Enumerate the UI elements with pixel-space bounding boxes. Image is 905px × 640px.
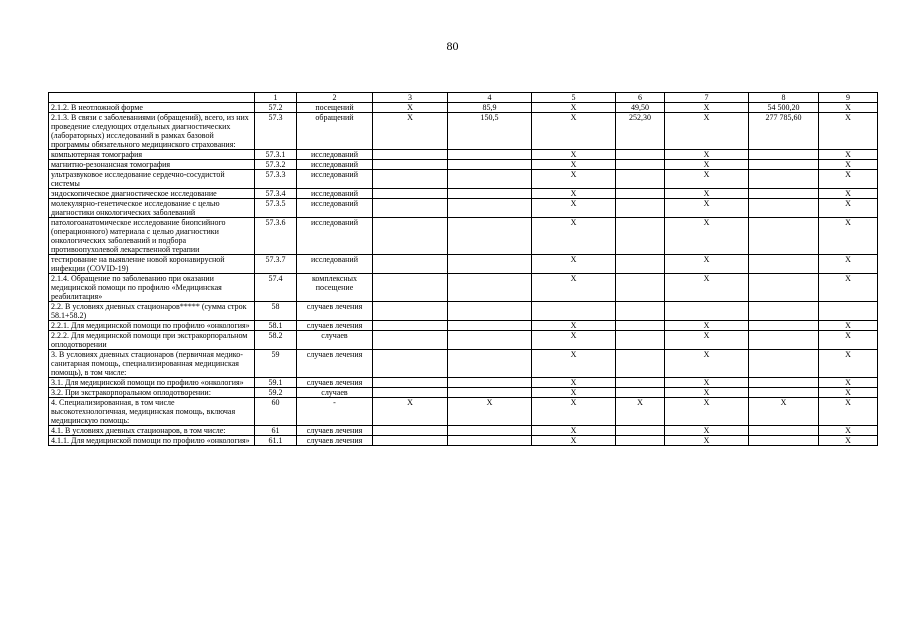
row-value-cell: [749, 170, 819, 189]
row-value-cell: [616, 378, 665, 388]
row-value-cell: X: [665, 199, 749, 218]
row-name-cell: эндоскопическое диагностическое исследование: [49, 189, 255, 199]
column-number: 1: [255, 93, 297, 103]
row-value-cell: 85,9: [448, 103, 532, 113]
row-value-cell: X: [532, 113, 616, 150]
row-value-cell: [448, 321, 532, 331]
table-row: [49, 170, 878, 189]
row-value-cell: [749, 378, 819, 388]
row-code-cell: 58.1: [255, 321, 297, 331]
row-code-cell: 57.3.2: [255, 160, 297, 170]
row-value-cell: X: [665, 255, 749, 274]
row-value-cell: [616, 170, 665, 189]
row-value-cell: X: [532, 388, 616, 398]
table-row: [49, 218, 878, 255]
row-value-cell: X: [665, 378, 749, 388]
row-value-cell: [448, 331, 532, 350]
row-code-cell: 58.2: [255, 331, 297, 350]
table-row: [49, 350, 878, 378]
row-value-cell: [616, 199, 665, 218]
row-unit-cell: исследований: [297, 160, 373, 170]
row-value-cell: [373, 321, 448, 331]
row-value-cell: [616, 218, 665, 255]
row-code-cell: 59.1: [255, 378, 297, 388]
row-value-cell: X: [373, 113, 448, 150]
table-row: [49, 436, 878, 446]
row-name-cell: 4. Специализированная, в том числе высокотехнологичная, медицинская помощь, включая медицинскую помощь:: [49, 398, 255, 426]
row-code-cell: 57.4: [255, 274, 297, 302]
page-number: 80: [446, 39, 459, 53]
table-row: [49, 398, 878, 426]
row-unit-cell: исследований: [297, 218, 373, 255]
row-value-cell: [373, 274, 448, 302]
row-code-cell: 59.2: [255, 388, 297, 398]
row-value-cell: X: [665, 388, 749, 398]
column-number: 9: [819, 93, 878, 103]
row-value-cell: X: [819, 436, 878, 446]
row-value-cell: X: [616, 398, 665, 426]
row-unit-cell: исследований: [297, 189, 373, 199]
row-value-cell: [448, 274, 532, 302]
row-unit-cell: случаев лечения: [297, 321, 373, 331]
row-value-cell: X: [532, 350, 616, 378]
row-value-cell: [749, 160, 819, 170]
row-code-cell: 57.3.3: [255, 170, 297, 189]
row-value-cell: X: [819, 170, 878, 189]
row-name-cell: 3.1. Для медицинской помощи по профилю «онкология»: [49, 378, 255, 388]
column-number-row: [49, 93, 878, 103]
row-value-cell: [373, 378, 448, 388]
row-name-cell: патологоанатомическое исследование биопсийного (операционного) материала с целью диагностики онкологических заболеваний и подбора противоопухолевой лекарственной терапии: [49, 218, 255, 255]
row-value-cell: X: [665, 113, 749, 150]
row-value-cell: X: [665, 398, 749, 426]
row-name-cell: магнитно-резонансная томография: [49, 160, 255, 170]
row-value-cell: [616, 436, 665, 446]
row-value-cell: X: [819, 321, 878, 331]
row-value-cell: X: [532, 321, 616, 331]
row-unit-cell: случаев лечения: [297, 378, 373, 388]
row-value-cell: 277 785,60: [749, 113, 819, 150]
row-unit-cell: случаев лечения: [297, 350, 373, 378]
row-value-cell: [749, 255, 819, 274]
column-number: 3: [373, 93, 448, 103]
row-value-cell: [616, 350, 665, 378]
row-value-cell: X: [819, 218, 878, 255]
row-unit-cell: случаев лечения: [297, 436, 373, 446]
row-value-cell: [373, 150, 448, 160]
row-value-cell: [448, 160, 532, 170]
row-value-cell: X: [819, 103, 878, 113]
row-unit-cell: исследований: [297, 150, 373, 160]
row-value-cell: X: [819, 331, 878, 350]
table-body: [49, 93, 878, 446]
column-number: 7: [665, 93, 749, 103]
row-unit-cell: случаев: [297, 388, 373, 398]
row-unit-cell: исследований: [297, 199, 373, 218]
row-code-cell: 57.3.1: [255, 150, 297, 160]
row-value-cell: [616, 150, 665, 160]
row-name-cell: молекулярно-генетическое исследование с целью диагностики онкологических заболеваний: [49, 199, 255, 218]
row-value-cell: X: [373, 398, 448, 426]
table-row: [49, 199, 878, 218]
row-value-cell: X: [819, 274, 878, 302]
column-number: 4: [448, 93, 532, 103]
row-value-cell: X: [532, 331, 616, 350]
row-value-cell: [373, 350, 448, 378]
row-value-cell: [749, 436, 819, 446]
row-name-cell: тестирование на выявление новой коронавирусной инфекции (COVID-19): [49, 255, 255, 274]
table-row: [49, 426, 878, 436]
row-name-cell: 4.1. В условиях дневных стационаров, в том числе:: [49, 426, 255, 436]
row-value-cell: X: [819, 150, 878, 160]
table-row: [49, 160, 878, 170]
row-unit-cell: случаев: [297, 331, 373, 350]
row-value-cell: X: [532, 170, 616, 189]
row-value-cell: [373, 426, 448, 436]
row-value-cell: X: [819, 160, 878, 170]
row-value-cell: [532, 302, 616, 321]
row-value-cell: [749, 150, 819, 160]
row-value-cell: [448, 436, 532, 446]
row-value-cell: X: [532, 199, 616, 218]
row-unit-cell: исследований: [297, 255, 373, 274]
row-value-cell: X: [819, 398, 878, 426]
row-value-cell: [749, 218, 819, 255]
row-value-cell: X: [532, 426, 616, 436]
row-value-cell: [448, 426, 532, 436]
row-value-cell: X: [532, 274, 616, 302]
row-value-cell: X: [665, 426, 749, 436]
column-number: 5: [532, 93, 616, 103]
row-value-cell: [665, 302, 749, 321]
row-value-cell: [749, 199, 819, 218]
row-value-cell: X: [819, 255, 878, 274]
table-row: [49, 103, 878, 113]
row-code-cell: 57.2: [255, 103, 297, 113]
row-value-cell: X: [532, 398, 616, 426]
row-value-cell: X: [819, 189, 878, 199]
row-value-cell: [749, 321, 819, 331]
row-value-cell: [749, 331, 819, 350]
column-number: 6: [616, 93, 665, 103]
row-value-cell: X: [665, 160, 749, 170]
row-unit-cell: обращений: [297, 113, 373, 150]
row-value-cell: X: [665, 321, 749, 331]
row-value-cell: X: [532, 103, 616, 113]
row-value-cell: X: [819, 426, 878, 436]
row-value-cell: X: [665, 170, 749, 189]
row-code-cell: 58: [255, 302, 297, 321]
row-code-cell: 59: [255, 350, 297, 378]
row-value-cell: [448, 218, 532, 255]
row-value-cell: X: [819, 350, 878, 378]
column-number: 2: [297, 93, 373, 103]
row-value-cell: X: [665, 331, 749, 350]
row-name-cell: компьютерная томография: [49, 150, 255, 160]
row-name-cell: 2.1.2. В неотложной форме: [49, 103, 255, 113]
row-value-cell: [373, 160, 448, 170]
row-value-cell: X: [373, 103, 448, 113]
row-value-cell: X: [532, 150, 616, 160]
row-value-cell: [616, 274, 665, 302]
row-value-cell: [616, 331, 665, 350]
row-value-cell: [448, 302, 532, 321]
row-value-cell: [448, 255, 532, 274]
row-name-cell: 3.2. При экстракорпоральном оплодотворении:: [49, 388, 255, 398]
row-value-cell: [373, 331, 448, 350]
row-name-cell: 2.2.1. Для медицинской помощи по профилю «онкология»: [49, 321, 255, 331]
row-value-cell: X: [532, 436, 616, 446]
row-value-cell: [373, 170, 448, 189]
row-code-cell: 57.3.5: [255, 199, 297, 218]
table-row: [49, 113, 878, 150]
row-value-cell: [448, 170, 532, 189]
row-value-cell: X: [819, 113, 878, 150]
row-value-cell: [749, 274, 819, 302]
row-name-cell: 4.1.1. Для медицинской помощи по профилю «онкология»: [49, 436, 255, 446]
row-value-cell: X: [819, 378, 878, 388]
row-value-cell: X: [532, 378, 616, 388]
row-unit-cell: -: [297, 398, 373, 426]
table-row: [49, 388, 878, 398]
row-code-cell: 57.3.4: [255, 189, 297, 199]
row-value-cell: 150,5: [448, 113, 532, 150]
row-value-cell: X: [819, 199, 878, 218]
row-value-cell: X: [532, 218, 616, 255]
row-value-cell: [616, 160, 665, 170]
row-name-cell: 2.2.2. Для медицинской помощи при экстракорпоральном оплодотворении: [49, 331, 255, 350]
row-value-cell: 252,30: [616, 113, 665, 150]
row-value-cell: X: [665, 274, 749, 302]
table-row: [49, 331, 878, 350]
table-row: [49, 274, 878, 302]
row-value-cell: [373, 388, 448, 398]
row-value-cell: [819, 302, 878, 321]
row-value-cell: 54 500,20: [749, 103, 819, 113]
row-value-cell: X: [665, 189, 749, 199]
table-row: [49, 189, 878, 199]
row-value-cell: [373, 436, 448, 446]
row-value-cell: X: [665, 350, 749, 378]
row-value-cell: [373, 218, 448, 255]
row-value-cell: [616, 189, 665, 199]
row-value-cell: [749, 388, 819, 398]
row-value-cell: [448, 388, 532, 398]
row-value-cell: [373, 255, 448, 274]
row-value-cell: X: [532, 160, 616, 170]
row-unit-cell: случаев лечения: [297, 302, 373, 321]
row-value-cell: [616, 426, 665, 436]
row-value-cell: [448, 378, 532, 388]
row-value-cell: [749, 189, 819, 199]
row-value-cell: X: [749, 398, 819, 426]
row-code-cell: 57.3.6: [255, 218, 297, 255]
row-code-cell: 61.1: [255, 436, 297, 446]
table-row: [49, 302, 878, 321]
row-value-cell: X: [532, 255, 616, 274]
table-row: [49, 378, 878, 388]
row-value-cell: [749, 426, 819, 436]
row-value-cell: [616, 321, 665, 331]
row-value-cell: 49,50: [616, 103, 665, 113]
row-unit-cell: случаев лечения: [297, 426, 373, 436]
row-value-cell: X: [665, 218, 749, 255]
row-value-cell: [749, 350, 819, 378]
row-value-cell: X: [819, 388, 878, 398]
column-number-blank: [49, 93, 255, 103]
table-row: [49, 150, 878, 160]
column-number: 8: [749, 93, 819, 103]
row-value-cell: [448, 189, 532, 199]
row-code-cell: 57.3: [255, 113, 297, 150]
row-code-cell: 57.3.7: [255, 255, 297, 274]
row-value-cell: [616, 255, 665, 274]
row-value-cell: X: [665, 436, 749, 446]
row-value-cell: X: [532, 189, 616, 199]
row-name-cell: 2.1.3. В связи с заболеваниями (обращений), всего, из них проведение следующих отдельных диагностических (лабораторных) исследований в рамках базовой программы обязательного медицинского страхования:: [49, 113, 255, 150]
table-row: [49, 255, 878, 274]
row-name-cell: 2.1.4. Обращение по заболеванию при оказании медицинской помощи по профилю «Медицинская реабилитация»: [49, 274, 255, 302]
row-value-cell: [448, 350, 532, 378]
row-value-cell: [749, 302, 819, 321]
row-value-cell: [373, 189, 448, 199]
table-row: [49, 321, 878, 331]
row-value-cell: [448, 199, 532, 218]
row-name-cell: 3. В условиях дневных стационаров (первичная медико-санитарная помощь, специализированная медицинская помощь), в том числе:: [49, 350, 255, 378]
row-value-cell: X: [448, 398, 532, 426]
row-value-cell: [616, 302, 665, 321]
row-name-cell: 2.2. В условиях дневных стационаров***** (сумма строк 58.1+58.2): [49, 302, 255, 321]
row-unit-cell: комплексных посещение: [297, 274, 373, 302]
row-unit-cell: посещений: [297, 103, 373, 113]
row-value-cell: X: [665, 103, 749, 113]
indicator-table: [48, 92, 878, 446]
row-value-cell: [373, 302, 448, 321]
row-name-cell: ультразвуковое исследование сердечно-сосудистой системы: [49, 170, 255, 189]
row-code-cell: 60: [255, 398, 297, 426]
row-value-cell: X: [665, 150, 749, 160]
row-value-cell: [448, 150, 532, 160]
row-code-cell: 61: [255, 426, 297, 436]
row-unit-cell: исследований: [297, 170, 373, 189]
row-value-cell: [616, 388, 665, 398]
row-value-cell: [373, 199, 448, 218]
